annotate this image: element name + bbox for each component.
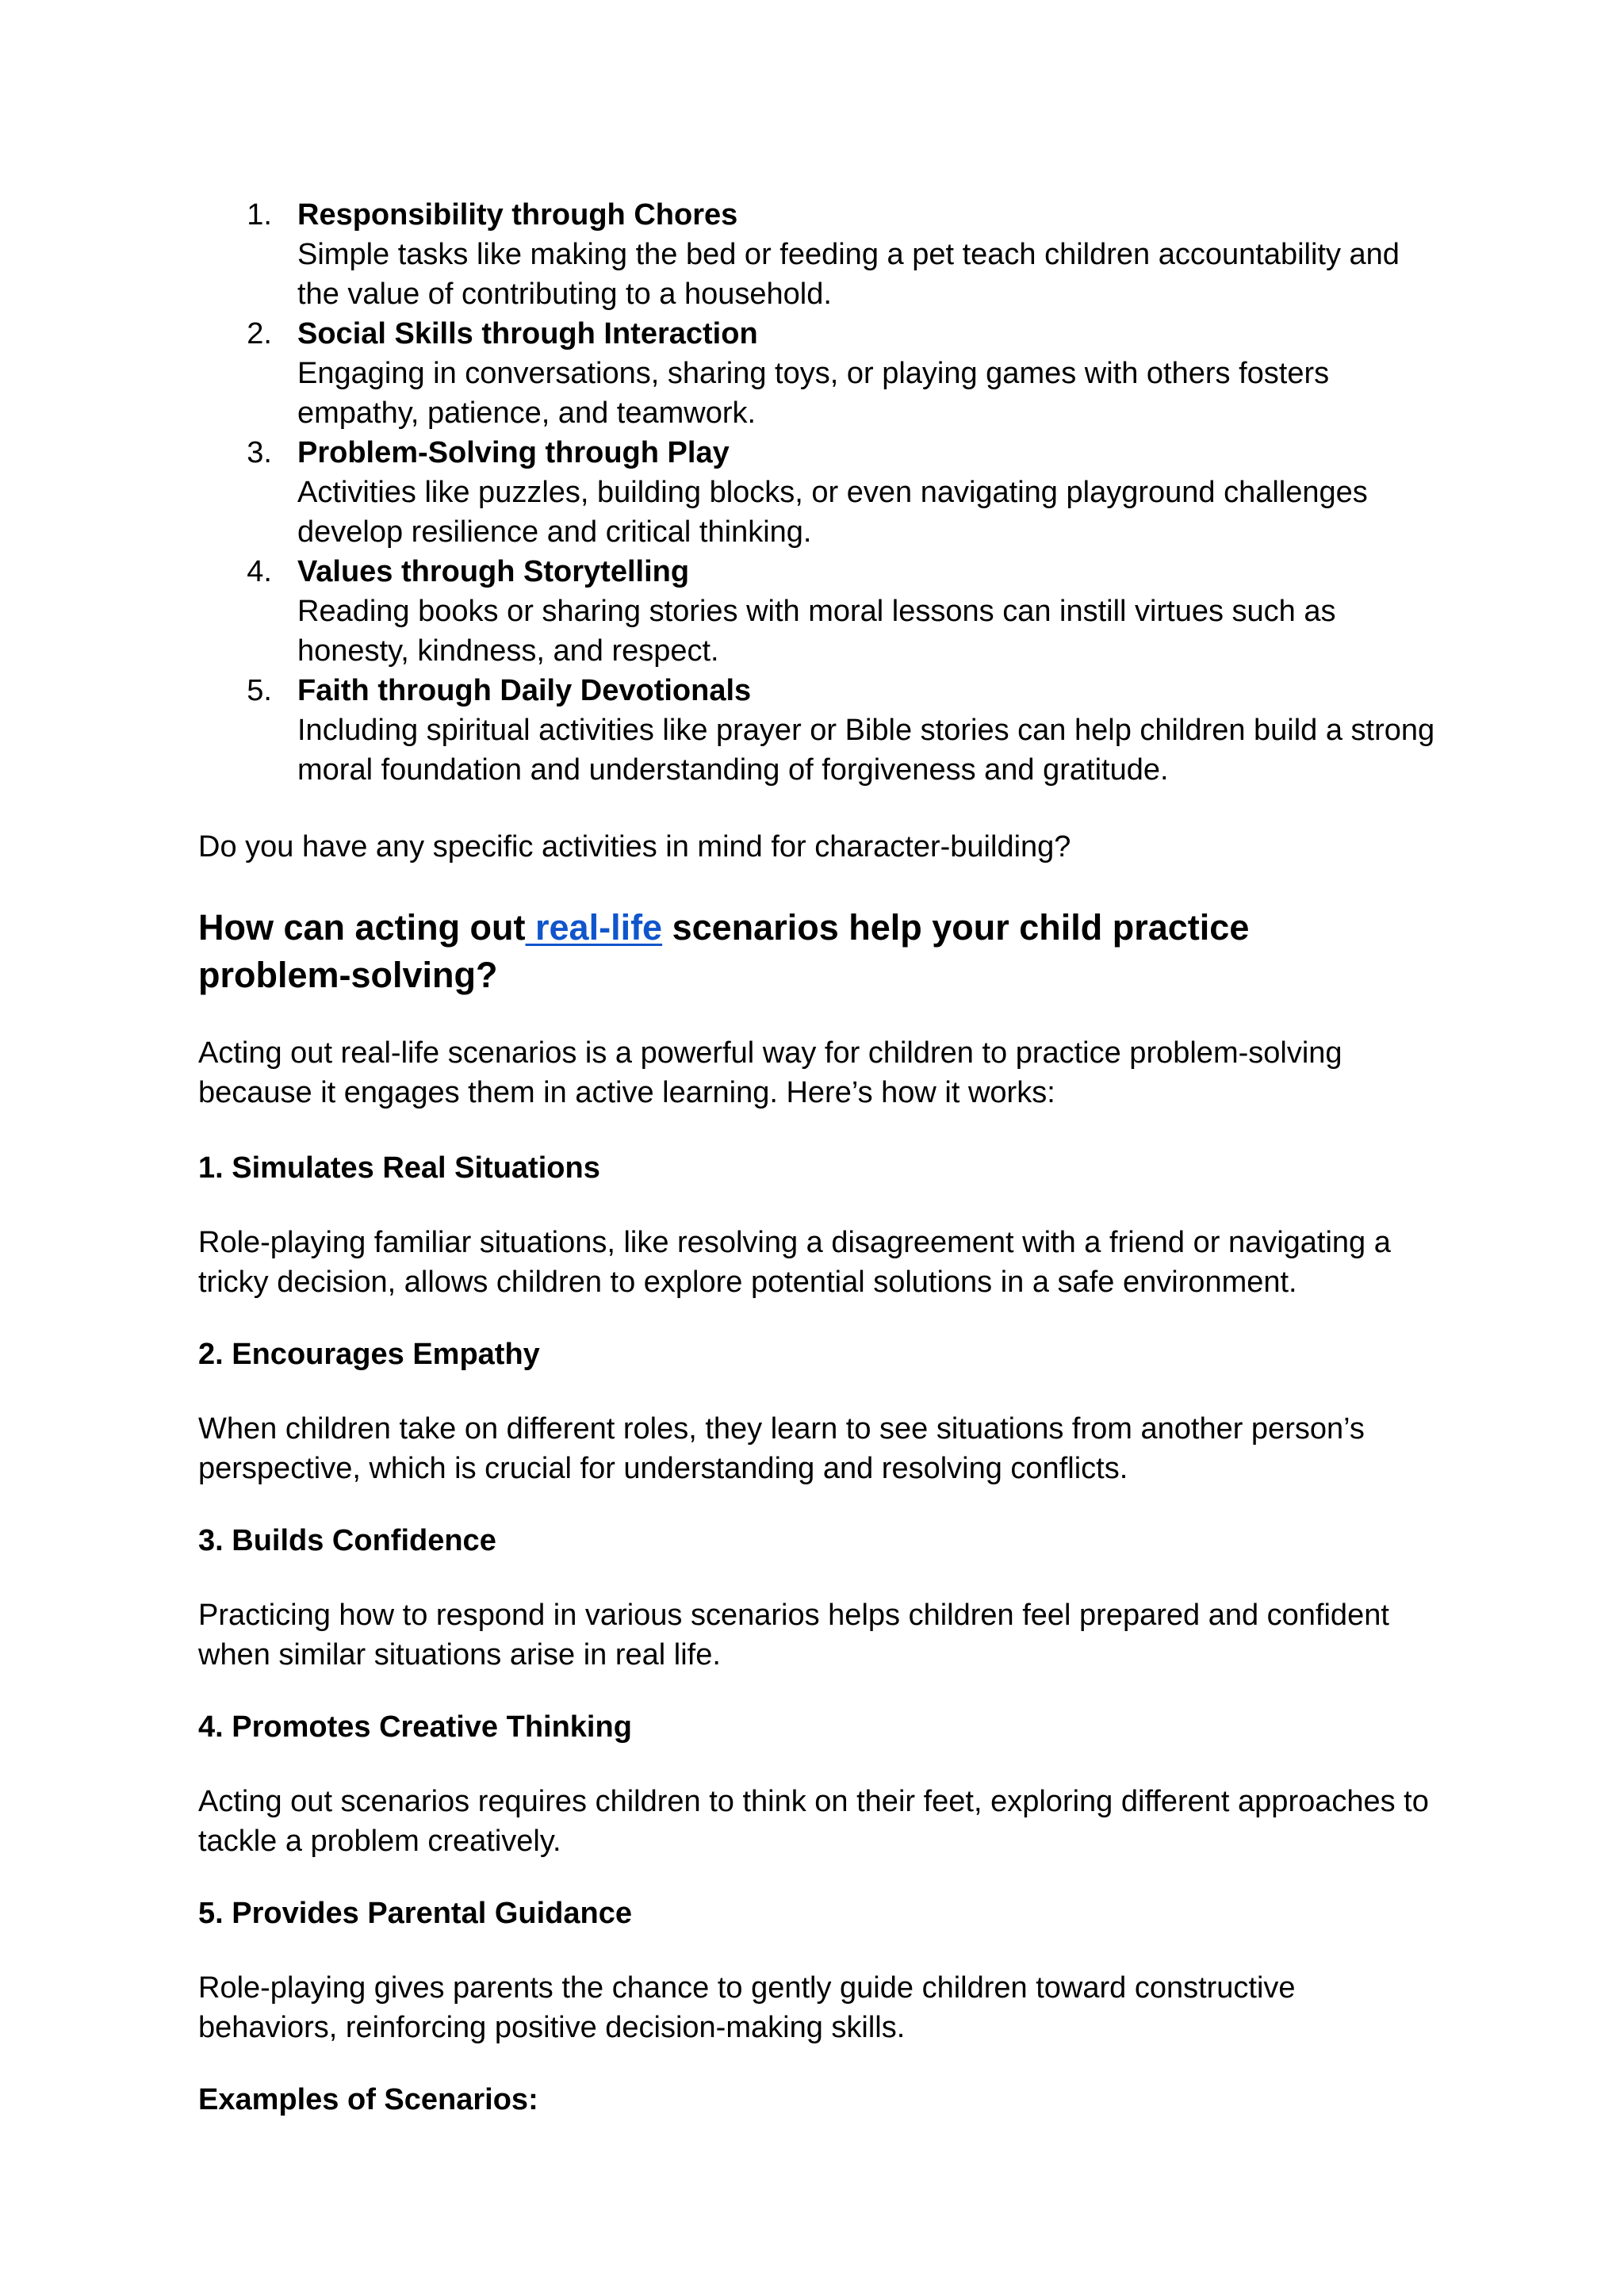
paragraph-line: perspective, which is crucial for understanding and resolving conflicts.: [198, 1452, 1128, 1485]
list-item-text: the value of contributing to a household.: [297, 278, 832, 311]
list-item-text: Activities like puzzles, building blocks, or even navigating playground challenges: [297, 476, 1368, 509]
heading-line-2: problem-solving?: [198, 955, 498, 995]
list-item-number: 2.: [247, 317, 272, 350]
section-heading: [198, 904, 1249, 952]
paragraph-line: when similar situations arise in real life.: [198, 1638, 721, 1672]
list-item-text: Simple tasks like making the bed or feeding a pet teach children accountability and: [297, 238, 1400, 271]
paragraph-line: tricky decision, allows children to explore potential solutions in a safe environment.: [198, 1266, 1297, 1299]
paragraph-line: Role-playing gives parents the chance to gently guide children toward constructive: [198, 1971, 1296, 2005]
paragraph-line: Acting out real-life scenarios is a powerful way for children to practice problem-solving: [198, 1036, 1342, 1070]
examples-heading: Examples of Scenarios:: [198, 2083, 538, 2116]
list-item-number: 5.: [247, 674, 272, 707]
heading-text: scenarios help your child practice: [662, 907, 1250, 948]
list-item-text: Reading books or sharing stories with moral lessons can instill virtues such as: [297, 595, 1336, 628]
list-item-text: honesty, kindness, and respect.: [297, 634, 719, 668]
list-item-number: 1.: [247, 198, 272, 232]
paragraph-line: because it engages them in active learning. Here’s how it works:: [198, 1076, 1055, 1109]
question-paragraph: Do you have any specific activities in mind for character-building?: [198, 830, 1071, 864]
subsection-title: 1. Simulates Real Situations: [198, 1151, 600, 1185]
paragraph-line: tackle a problem creatively.: [198, 1825, 561, 1858]
paragraph-line: Practicing how to respond in various scenarios helps children feel prepared and confident: [198, 1599, 1389, 1632]
paragraph-line: behaviors, reinforcing positive decision-making skills.: [198, 2011, 906, 2044]
subsection-title: 2. Encourages Empathy: [198, 1338, 540, 1371]
subsection-title: 4. Promotes Creative Thinking: [198, 1710, 632, 1744]
subsection-title: 3. Builds Confidence: [198, 1524, 496, 1557]
list-item-text: empathy, patience, and teamwork.: [297, 396, 756, 430]
paragraph-line: When children take on different roles, they learn to see situations from another person’s: [198, 1412, 1365, 1446]
paragraph-line: Role-playing familiar situations, like resolving a disagreement with a friend or navigating a: [198, 1226, 1391, 1259]
list-item-title: Values through Storytelling: [297, 555, 690, 588]
list-item-title: Problem-Solving through Play: [297, 436, 730, 469]
list-item-title: Faith through Daily Devotionals: [297, 674, 752, 707]
paragraph-line: Acting out scenarios requires children to think on their feet, exploring different approaches to: [198, 1785, 1429, 1818]
list-item-number: 3.: [247, 436, 272, 469]
list-item-text: moral foundation and understanding of forgiveness and gratitude.: [297, 753, 1169, 787]
list-item-title: Social Skills through Interaction: [297, 317, 758, 350]
list-item-text: Including spiritual activities like prayer or Bible stories can help children build a strong: [297, 714, 1435, 747]
list-item-text: Engaging in conversations, sharing toys, or playing games with others fosters: [297, 357, 1330, 390]
list-item-number: 4.: [247, 555, 272, 588]
subsection-title: 5. Provides Parental Guidance: [198, 1897, 632, 1930]
heading-text: How can acting out: [198, 907, 526, 948]
list-item-title: Responsibility through Chores: [297, 198, 738, 232]
list-item-text: develop resilience and critical thinking.: [297, 515, 812, 549]
real-life-link[interactable]: real-life: [525, 907, 663, 948]
